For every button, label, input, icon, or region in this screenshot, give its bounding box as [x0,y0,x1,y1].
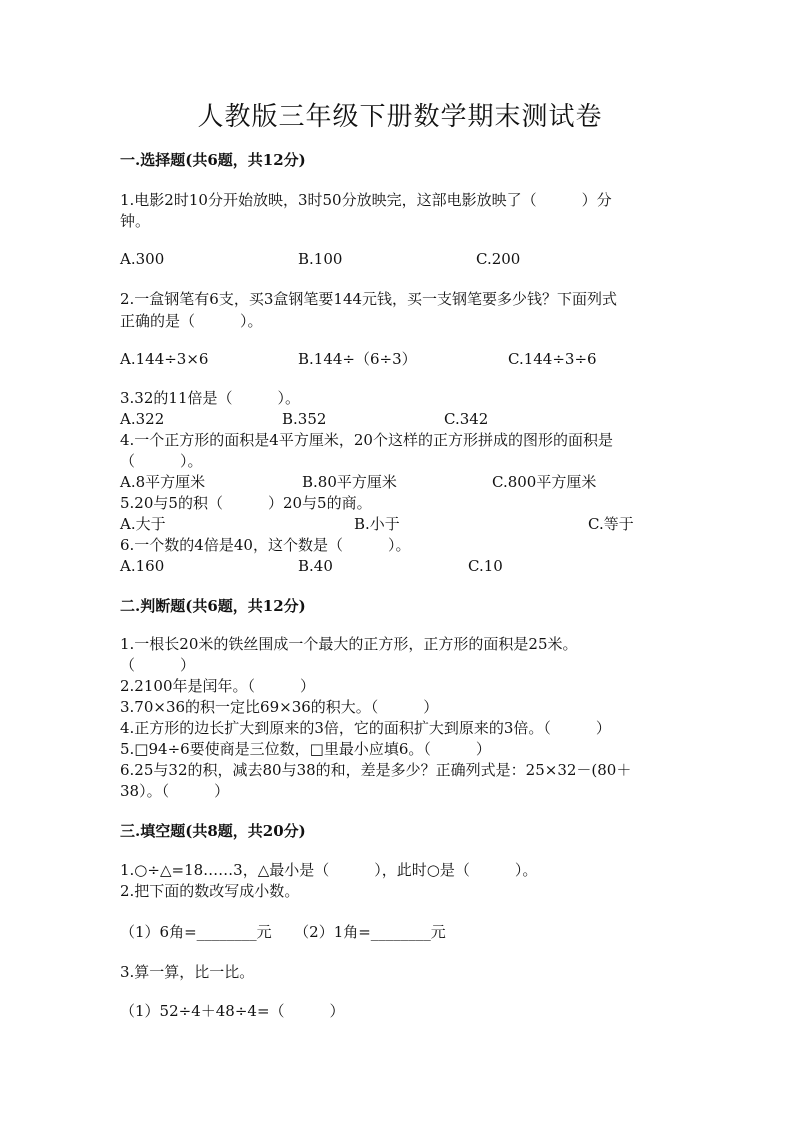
question-text: 6.一个数的4倍是40，这个数是（ ）。 [120,536,411,554]
question-text: （ ）。 [120,452,203,470]
statement-line: 4.正方形的边长扩大到原来的3倍，它的面积扩大到原来的3倍。（ ） [120,719,611,737]
option-a: A.322 [120,410,165,428]
option-a: A.大于 [120,515,166,533]
option-c: C.342 [444,410,489,428]
page-title: 人教版三年级下册数学期末测试卷 [197,102,603,132]
question-text: 正确的是（ ）。 [120,312,263,330]
option-b: B.小于 [354,515,400,533]
statement-line: 5.□94÷6要使商是三位数，□里最小应填6。（ ） [120,740,491,758]
option-b: B.352 [282,410,327,428]
option-c: C.800平方厘米 [492,473,597,491]
option-c: C.200 [476,250,521,268]
option-b: B.100 [298,250,343,268]
question-text: 3.32的11倍是（ ）。 [120,389,300,407]
section-heading-fill: 三.填空题(共8题，共20分) [120,822,306,840]
option-a: A.144÷3×6 [120,350,209,368]
fill-line: 1.○÷△=18……3，△最小是（ ），此时○是（ ）。 [120,861,538,879]
option-c: C.144÷3÷6 [508,350,597,368]
section-heading-judge: 二.判断题(共6题，共12分) [120,597,306,615]
statement-line: 2.2100年是闰年。（ ） [120,677,315,695]
option-a: A.8平方厘米 [120,473,206,491]
question-text: 4.一个正方形的面积是4平方厘米，20个这样的正方形拼成的图形的面积是 [120,431,613,449]
statement-line: 6.25与32的积，减去80与38的和，差是多少？正确列式是：25×32－(80＋ [120,761,632,779]
option-b: B.40 [298,557,333,575]
question-text: 5.20与5的积（ ）20与5的商。 [120,494,372,512]
option-b: B.144÷（6÷3） [298,350,417,368]
option-b: B.80平方厘米 [302,473,397,491]
question-text: 钟。 [120,212,151,230]
option-a: A.300 [120,250,165,268]
fill-line: （1）6角=________元 （2）1角=________元 [120,923,446,941]
option-c: C.等于 [588,515,634,533]
fill-line: 2.把下面的数改写成小数。 [120,882,300,900]
fill-line: 3.算一算，比一比。 [120,963,255,981]
option-c: C.10 [468,557,503,575]
question-text: 2.一盒钢笔有6支，买3盒钢笔要144元钱，买一支钢笔要多少钱？下面列式 [120,290,618,308]
section-heading-choice: 一.选择题(共6题，共12分) [120,151,306,169]
fill-line: （1）52÷4＋48÷4=（ ） [120,1002,345,1020]
statement-line: 3.70×36的积一定比69×36的积大。（ ） [120,698,439,716]
statement-line: （ ） [120,656,196,674]
statement-line: 1.一根长20米的铁丝围成一个最大的正方形，正方形的面积是25米。 [120,635,578,653]
question-text: 1.电影2时10分开始放映，3时50分放映完，这部电影放映了（ ）分 [120,191,612,209]
statement-line: 38）。（ ） [120,782,230,800]
option-a: A.160 [120,557,165,575]
